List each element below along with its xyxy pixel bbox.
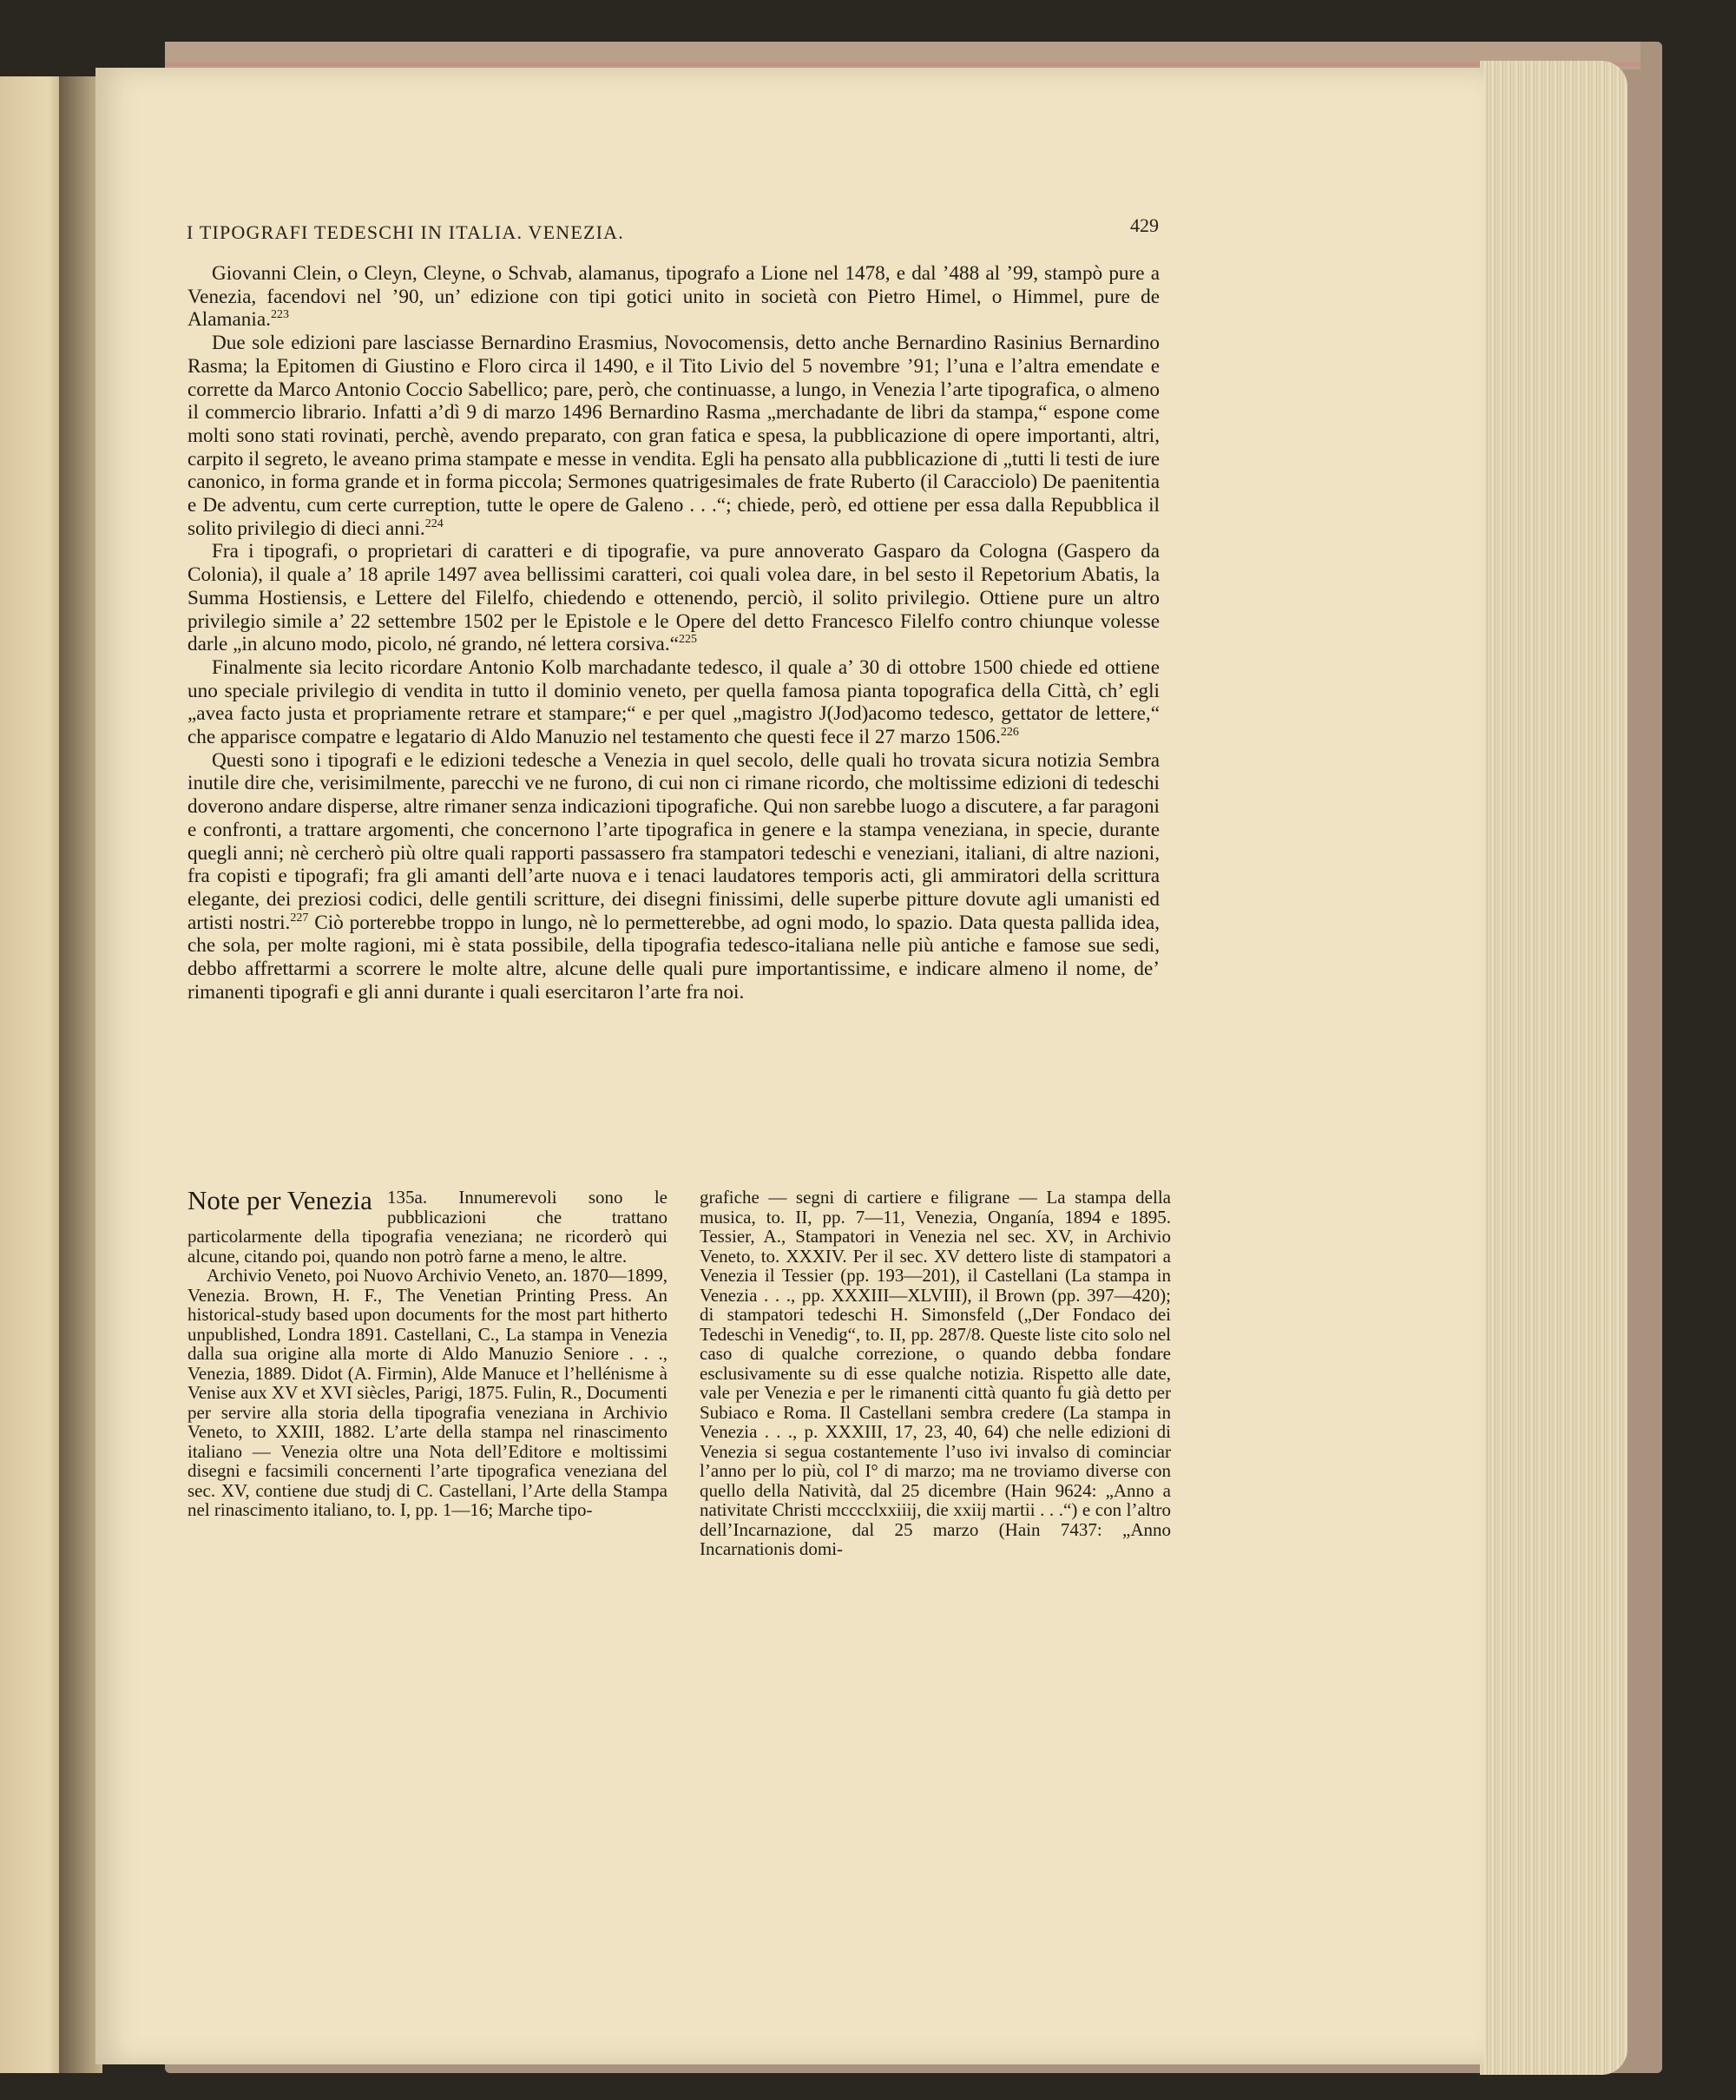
paragraph: Questi sono i tipografi e le edizioni tedesche a Venezia in quel secolo, delle quali ho trovata sicura notizia Sembra inutile dire che, verisimilmente, parecchi ve ne furono, di cui non ci rimane ricordo, che moltissime edizioni di tedeschi doverono andare disperse, altre rimaner senza indicazioni tipografiche. Qui non sarebbe luogo a discutere, a far paragoni e confronti, a trattare argomenti, che concernono l’arte tipografica in genere e la stampa veneziana, in specie, durante quegli anni; nè cercherò più oltre quali rapporti passassero fra stampatori tedeschi e veneziani, italiani, di altre nazioni, fra copisti e tipografi; fra gli amanti dell’arte nuova e i tenaci laudatores temporis acti, gli ammiratori della scrittura elegante, dei preziosi codici, delle gentili scritture, dei disegni finissimi, delle superbe pitture dovute agli umanisti ed artisti nostri.$^{227}$ Ciò porterebbe troppo in lungo, nè lo permetterebbe, ad ogni modo, lo spazio. Data questa pallida idea, che sola, per molte ragioni, mi è stata possibile, della tipografia tedesco-italiana nelle più antiche e famose sue sedi, debbo affrettarmi a scorrere le molte altre, alcune delle quali pure importantissime, e indicare almeno il nome, de’ rimanenti tipografi e gli anni durante i quali esercitaron l’arte fra noi. (187, 748, 1161, 1004)
notes-heading: Note per Venezia (187, 1185, 372, 1215)
top-page-edges (165, 42, 1641, 69)
footnote-ref: 226 (1000, 726, 1019, 740)
paragraph: Giovanni Clein, o Cleyn, Cleyne, o Schvab, alamanus, tipografo a Lione nel 1478, e dal ’488 al ’99, stampò pure a Venezia, facendovi nel ’90, un’ edizione con tipi gotici unito in società con Pietro Himel, o Himmel, pure de Alamania.$^{223}$ (187, 262, 1160, 332)
notes-column-right (700, 1188, 1171, 1559)
paragraph: Due sole edizioni pare lasciasse Bernardino Erasmius, Novocomensis, detto anche Bernardino Rasinius Bernardino Rasma; la Epitomen di Giustino e Floro circa il 1490, e il Tito Livio del 5 novembre ’91; l’una e l’altra emendate e corrette da Marco Antonio Coccio Sabellico; pare, però, che continuasse, a lungo, in Venezia l’arte tipografica, o almeno il commercio librario. Infatti a’dì 9 di marzo 1496 Bernardino Rasma „merchadante de libri da stampa,“ espone come molti sono stati rovinati, perchè, avendo preparato, con gran fatica e spesa, la pubblicazione di opere importanti, altri, carpito il segreto, le aveano prima stampate e messe in vendita. Egli ha pensato alla pubblicazione di „tutti li testi de iure canonico, in forma grande et in forma piccola; Sermones quatrigesimales de frate Ruberto (il Caracciolo) De paenitentia e De adventu, cum certe curreption, tutte le opere de Galeno . . .“; chiede, però, ed ottiene per essa dalla Repubblica il solito privilegio di dieci anni.$^{224}$ (187, 332, 1160, 540)
paragraph: Fra i tipografi, o proprietari di caratteri e di tipografie, va pure annoverato Gasparo da Cologna (Gaspero da Colonia), il quale a’ 18 aprile 1497 avea bellissimi caratteri, coi quali volea dare, in bel sesto il Repetorium Abatis, la Summa Hostiensis, e Lettere del Filelfo, chiedendo e ottenendo, perciò, il solito privilegio. Ottiene pure un altro privilegio simile a’ 22 settembre 1502 per le Epistole e le Opere del detto Francesco Filelfo contro chiunque volesse darle „in alcuno modo, picolo, né grando, né lettera corsiva.“$^{225}$ (187, 540, 1160, 656)
page-number: 429 (1130, 214, 1159, 236)
footnote-ref: 224 (424, 517, 444, 530)
footnote-ref: 227 (290, 911, 309, 925)
running-head (187, 214, 1159, 256)
paragraph: Finalmente sia lecito ricordare Antonio Kolb marchadante tedesco, il quale a’ 30 di ottobre 1500 chiede ed ottiene uno speciale privilegio di vendita in tutto il dominio veneto, per quella famosa pianta topografica della Città, ch’ egli „avea facto justa et propriamente retrare et stampare;“ e per quel „magistro J(Jod)acomo tedesco, gettator de lettere,“ che apparisce compatre e legatario di Aldo Manuzio nel testamento che questi fece il 27 marzo 1506.$^{226}$ (187, 655, 1160, 749)
notes-column-left (187, 1188, 667, 1520)
note-entry: 135a. Innumerevoli sono le pubblicazioni che trattano particolarmente della tipografia veneziana; ne ricorderò qui alcune, citando poi, quando non potrò farne a meno, le altre. (187, 1187, 667, 1267)
footnote-ref: 223 (270, 308, 289, 322)
body-text (187, 262, 1160, 1004)
note-entry: Archivio Veneto, poi Nuovo Archivio Veneto, an. 1870—1899, Venezia. Brown, H. F., The Venetian Printing Press. An historical-study based upon documents for the most part hitherto unpublished, Londra 1891. Castellani, C., La stampa in Venezia dalla sua origine alla morte di Aldo Manuzio Seniore . . ., Venezia, 1889. Didot (A. Firmin), Alde Manuce et l’hellénisme à Venise aux XV et XVI siècles, Parigi, 1875. Fulin, R., Documenti per servire alla storia della tipografia veneziana in Archivio Veneto, to XXIII, 1882. L’arte della stampa nel rinascimento italiano — Venezia oltre una Nota dell’Editore e moltissimi disegni e facsimili concernenti l’arte tipografica veneziana del sec. XV, contiene due studj di C. Castellani, l’Arte della Stampa nel rinascimento italiano, to. I, pp. 1—16; Marche tipo- (187, 1265, 667, 1520)
running-title: I TIPOGRAFI TEDESCHI IN ITALIA. VENEZIA. (187, 221, 624, 243)
footnote-ref: 225 (678, 633, 697, 647)
note-entry: grafiche — segni di cartiere e filigrane — La stampa della musica, to. II, pp. 7—11, Venezia, Onganía, 1894 e 1895. Tessier, A., Stampatori in Venezia nel sec. XV, in Archivio Veneto, to. XXXIV. Per il sec. XV dettero liste di stampatori a Venezia il Tessier (pp. 193—201), il Castellani (La stampa in Venezia . . ., pp. XXXIII—XLVIII), il Brown (pp. 397—420); di stampatori tedeschi H. Simonsfeld („Der Fondaco dei Tedeschi in Venedig“, to. II, pp. 287/8. Queste liste cito solo nel caso di qualche correzione, o quando debba fondare esclusivamente su di esse qualche notizia. Rispetto alle date, vale per Venezia e per le rimanenti città quanto fu già detto per Subiaco e Roma. Il Castellani sembra credere (La stampa in Venezia . . ., p. XXXIII, 17, 23, 40, 64) che nelle edizioni di Venezia si segua costantemente l’uso ivi invalso di cominciar l’anno per lo più, col I° di marzo; ma ne troviamo diverse con quello della Natività, dal 25 dicembre (Hain 9624: „Anno a nativitate Christi mcccclxxiiij, die xxiij martii . . .“) e con l’altro dell’Incarnazione, dal 25 marzo (Hain 7437: „Anno Incarnationis domi- (700, 1187, 1171, 1559)
fore-edge-pages (1480, 61, 1628, 2075)
